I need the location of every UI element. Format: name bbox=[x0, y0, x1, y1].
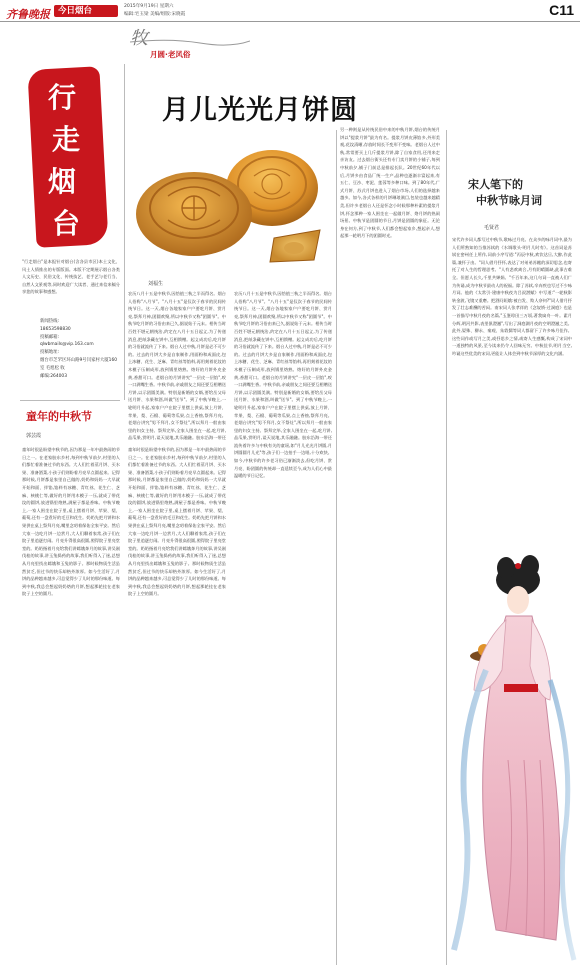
mooncake-image bbox=[124, 126, 324, 266]
paper-name: 齐鲁晚报 bbox=[6, 8, 50, 21]
contact-line: qlwbmails@vip.163.com bbox=[40, 342, 94, 348]
column-divider bbox=[336, 130, 337, 965]
header bbox=[0, 0, 580, 22]
article-left-body-col1: 童年时很是盼望中秋节的,因为那是一年中最热闹的节日之一。在老家胶东乡村,每到中秋节前夕,村里的人们都忙着准备过节的东西。大人们忙着蒸月饼、买水果、准备酒菜,小孩子们则盼着月亮早点圆起来。记得那时候,月饼都是家里自己做的,奶奶和妈妈一大早就开始和面、拌馅,馅料有冰糖、青红丝、花生仁、芝麻、核桃仁等,做好的月饼用木模子一压,就成了带花纹的圆饼,放进锅里烙熟,满屋子都是香味。中秋节晚上,一家人围坐在院子里,桌上摆着月饼、苹果、梨、葡萄,还有一盘煮好的毛豆和花生。奶奶先把月饼和水果供在桌上祭拜月亮,嘴里念叨着保佑全家平安。然后大家一边吃月饼一边赏月,大人们聊着家常,孩子们在院子里追逐打闹。月亮升得很高很圆,照得院子里亮堂堂的。奶奶指着月亮给我们讲嫦娥奔月的故事,讲吴刚伐桂的故事,讲玉兔捣药的故事,我们听得入了迷,总想从月亮里找出嫦娥和玉兔的影子。那时候物质生活虽然贫乏,但过节的快乐却格外浓厚。如今生活好了,月饼的品种越来越多,可总觉得少了儿时的那份味道。每到中秋,我总会想起奶奶烙的月饼,想起那轮挂在老家院子上空的圆月。 bbox=[22, 447, 120, 597]
logo-char-2: 走 bbox=[52, 123, 81, 156]
mooncake-illustration bbox=[124, 126, 324, 266]
article-right-lower-col: 另一种则是从传统民俗中来的中秋月饼,烟台的传统月饼以"提浆月饼"最为有名。提浆月饼皮薄馅多,外形美观,花纹清晰,存放时间长不变形不变味。老烟台人过中秋,常常要买上几斤提浆月饼,除了自家食用,还用来走亲访友。过去烟台街头还有专门卖月饼的小铺子,每到中秋前夕,铺子门前总是排起长队。20世纪60年代以后,月饼多由食品厂统一生产,品种也逐渐丰富起来,有五仁、豆沙、枣泥、莲蓉等多种口味。到了80年代,广式月饼、苏式月饼也进入了烟台市场,人们的选择越来越多。如今,各式各样的月饼琳琅满目,包装也越来越精美,但许多老烟台人还是怀念小时候那种朴素的提浆月饼,怀念那种一家人围坐在一起做月饼、烙月饼的热闹场景。中秋节是团圆的节日,月饼是团圆的象征。无论身在何方,到了中秋节,人们都会想起家乡,想起亲人,想起那一轮明月下的团圆时光。 bbox=[340, 127, 440, 239]
logo-char-4: 台 bbox=[52, 207, 81, 240]
ornament-glyph: 牧 bbox=[130, 28, 148, 49]
section-badge bbox=[54, 5, 118, 17]
article-main-author: 刘福生 bbox=[148, 281, 164, 287]
article-left-author: 郭芸霞 bbox=[26, 433, 42, 439]
ribbon-text: 月圆·老风俗 bbox=[150, 50, 191, 59]
contact-line: 新闻热线: bbox=[40, 319, 60, 324]
contact-line: 投稿地址: bbox=[40, 350, 60, 356]
change-illustration bbox=[446, 460, 580, 970]
sidebar-intro: "行走烟台"是本报针对烟台(含各县市区)本土文化、风土人情推出的专版版面。本版不定期展示烟台各类人文历史、民俗文化、传统技艺、老手艺与老行当、自然人文景观等,同时欢迎广大读者、通过来信来稿分享您的故事和感想。 bbox=[22, 259, 120, 295]
article-main-body-col2: 农历八月十五是中秋节,因恰值三秋之半而得名。烟台人俗称"八月节"。"八月十五"是仅次于春节的民间传统节日。这一天,烟台各地家家户户要吃月饼、赏月亮,祭拜月神,团圆欢聚,所以中秋节又称"团圆节"。中秋节吃月饼的习俗由来已久,据说始于元末。相传当时百姓不堪元朝统治,约定在八月十五日起义,为了传递消息,把纸条藏在饼中,互相馈赠。起义成功后,吃月饼的习俗就流传了下来。烟台人过中秋,月饼是必不可少的。过去的月饼大多是自家制作,用面粉和成面皮,包上冰糖、花生、芝麻、青红丝等馅料,再用刻着花纹的木模子压制成形,放到锅里烙熟。烙好的月饼外皮金黄,香甜可口。老烟台的月饼讲究"一层皮一层馅",咬一口满嘴生香。中秋节前,亲戚朋友之间还要互相赠送月饼,以示团圆美满。特别是新婚的女婿,要给岳父母送月饼、水果和酒,叫做"送节"。到了中秋节晚上,一轮明月升起,家家户户在院子里摆上供桌,放上月饼、苹果、梨、石榴、葡萄等瓜果,点上香烛,祭拜月亮。老烟台讲究"男不拜月,女不祭灶",所以拜月一般由家里的妇女主持。祭拜完毕,全家人围坐在一起,吃月饼,品瓜果,赏明月,谈天说地,其乐融融。胶东沿海一带还流传着许多与中秋有关的童谣,如"月儿光光月饼圆,月饼圆圆月儿光"等,孩子们一边拍手一边唱,十分欢快。如今,中秋节的许多老习俗已渐渐淡去,但吃月饼、赏月亮、盼团圆的传统却一直延续至今,成为人们心中最温暖的节日记忆。 bbox=[234, 291, 332, 479]
logo-char-1: 行 bbox=[48, 81, 77, 114]
article-left-body-col2: 童年时很是盼望中秋节的,因为那是一年中最热闹的节日之一。在老家胶东乡村,每到中秋节前夕,村里的人们都忙着准备过节的东西。大人们忙着蒸月饼、买水果、准备酒菜,小孩子们则盼着月亮早点圆起来。记得那时候,月饼都是家里自己做的,奶奶和妈妈一大早就开始和面、拌馅,馅料有冰糖、青红丝、花生仁、芝麻、核桃仁等,做好的月饼用木模子一压,就成了带花纹的圆饼,放进锅里烙熟,满屋子都是香味。中秋节晚上,一家人围坐在院子里,桌上摆着月饼、苹果、梨、葡萄,还有一盘煮好的毛豆和花生。奶奶先把月饼和水果供在桌上祭拜月亮,嘴里念叨着保佑全家平安。然后大家一边吃月饼一边赏月,大人们聊着家常,孩子们在院子里追逐打闹。月亮升得很高很圆,照得院子里亮堂堂的。奶奶指着月亮给我们讲嫦娥奔月的故事,讲吴刚伐桂的故事,讲玉兔捣药的故事,我们听得入了迷,总想从月亮里找出嫦娥和玉兔的影子。那时候物质生活虽然贫乏,但过节的快乐却格外浓厚。如今生活好了,月饼的品种越来越多,可总觉得少了儿时的那份味道。每到中秋,我总会想起奶奶烙的月饼,想起那轮挂在老家院子上空的圆月。 bbox=[128, 447, 226, 597]
article-left-title: 童年的中秋节 bbox=[26, 410, 92, 423]
logo-char-3: 烟 bbox=[48, 165, 77, 198]
column-ribbon bbox=[150, 42, 222, 59]
contact-line: 18653598830 bbox=[40, 326, 71, 332]
section-name: 今日烟台 bbox=[58, 6, 93, 16]
change-figure bbox=[446, 460, 580, 970]
contact-line: 邮编:264003 bbox=[40, 373, 68, 379]
sidebar-contacts bbox=[40, 318, 120, 380]
paper-logo bbox=[6, 3, 52, 21]
date-info: 2015年9月19日 星期六 bbox=[124, 4, 174, 9]
article-right-body: 宋代许多词人都写过中秋节,歌咏过月亮。在众多的咏月词中,最为人们所熟知的当推苏轼的《水调歌头·明月几时有》。这首词是苏轼在密州任上所作,词前小序写道:"丙辰中秋,欢饮达旦,大醉,作此篇,兼怀子由。"词人借月抒怀,表达了对弟弟苏辙的深切思念,也寄托了对人生的哲理思考。"人有悲欢离合,月有阴晴圆缺,此事古难全。但愿人长久,千里共婵娟。"千百年来,这几句词一直被人们广为传诵,成为中秋节最动人的祝福。除了苏轼,辛弃疾也写过不少咏月词。他的《太常引·建康中秋夜为吕叔潜赋》中写道:"一轮秋影转金波,飞镜又重磨。把酒问姮娥:被白发、欺人奈何?"词人借月抒发了壮志难酬的苦闷。南宋词人张孝祥的《念奴娇·过洞庭》也是一首描写中秋月夜的名篇,"玉鉴琼田三万顷,著我扁舟一叶。素月分辉,明河共影,表里俱澄澈",写出了洞庭湖月夜的空明澄澈之美。此外,晏殊、柳永、秦观、朱敦儒等词人都留下了许多咏月佳作。这些词作或写月之美,或抒思乡之情,或寄人生感慨,构成了宋词中一道独特的风景,至今读来仍令人回味无穷。中秋佳节,明月当空,吟诵这些优美的宋词,更能让人体会到中秋节深厚的文化内涵。 bbox=[452, 237, 572, 356]
article-right-author: 毛贤君 bbox=[484, 225, 500, 231]
article-main-body-col1: 农历八月十五是中秋节,因恰值三秋之半而得名。烟台人俗称"八月节"。"八月十五"是仅次于春节的民间传统节日。这一天,烟台各地家家户户要吃月饼、赏月亮,祭拜月神,团圆欢聚,所以中秋节又称"团圆节"。中秋节吃月饼的习俗由来已久,据说始于元末。相传当时百姓不堪元朝统治,约定在八月十五日起义,为了传递消息,把纸条藏在饼中,互相馈赠。起义成功后,吃月饼的习俗就流传了下来。烟台人过中秋,月饼是必不可少的。过去的月饼大多是自家制作,用面粉和成面皮,包上冰糖、花生、芝麻、青红丝等馅料,再用刻着花纹的木模子压制成形,放到锅里烙熟。烙好的月饼外皮金黄,香甜可口。老烟台的月饼讲究"一层皮一层馅",咬一口满嘴生香。中秋节前,亲戚朋友之间还要互相赠送月饼,以示团圆美满。特别是新婚的女婿,要给岳父母送月饼、水果和酒,叫做"送节"。到了中秋节晚上,一轮明月升起,家家户户在院子里摆上供桌,放上月饼、苹果、梨、石榴、葡萄等瓜果,点上香烛,祭拜月亮。老烟台讲究"男不拜月,女不祭灶",所以拜月一般由家里的妇女主持。祭拜完毕,全家人围坐在一起,吃月饼,品瓜果,赏明月,谈天说地,其乐融融。胶东沿海一带还 bbox=[128, 291, 226, 441]
headline: 月儿光光月饼圆 bbox=[162, 95, 358, 126]
contact-line: 烟台市芝罘区环山路9号闫家村大厦160室 毛旭松 收 bbox=[40, 357, 118, 371]
column-divider bbox=[124, 64, 125, 400]
editor-info: 编辑:宅玉梁 美编/组版:宋晓霞 bbox=[124, 12, 186, 17]
article-right-title-2: 中秋节咏月词 bbox=[476, 194, 542, 207]
contact-line: 投稿邮箱: bbox=[40, 334, 60, 340]
page-number: C11 bbox=[549, 2, 574, 18]
sidebar-divider bbox=[20, 400, 120, 401]
header-rule bbox=[0, 21, 580, 22]
article-right-title-1: 宋人笔下的 bbox=[468, 178, 523, 191]
sidebar-logo bbox=[28, 68, 108, 248]
